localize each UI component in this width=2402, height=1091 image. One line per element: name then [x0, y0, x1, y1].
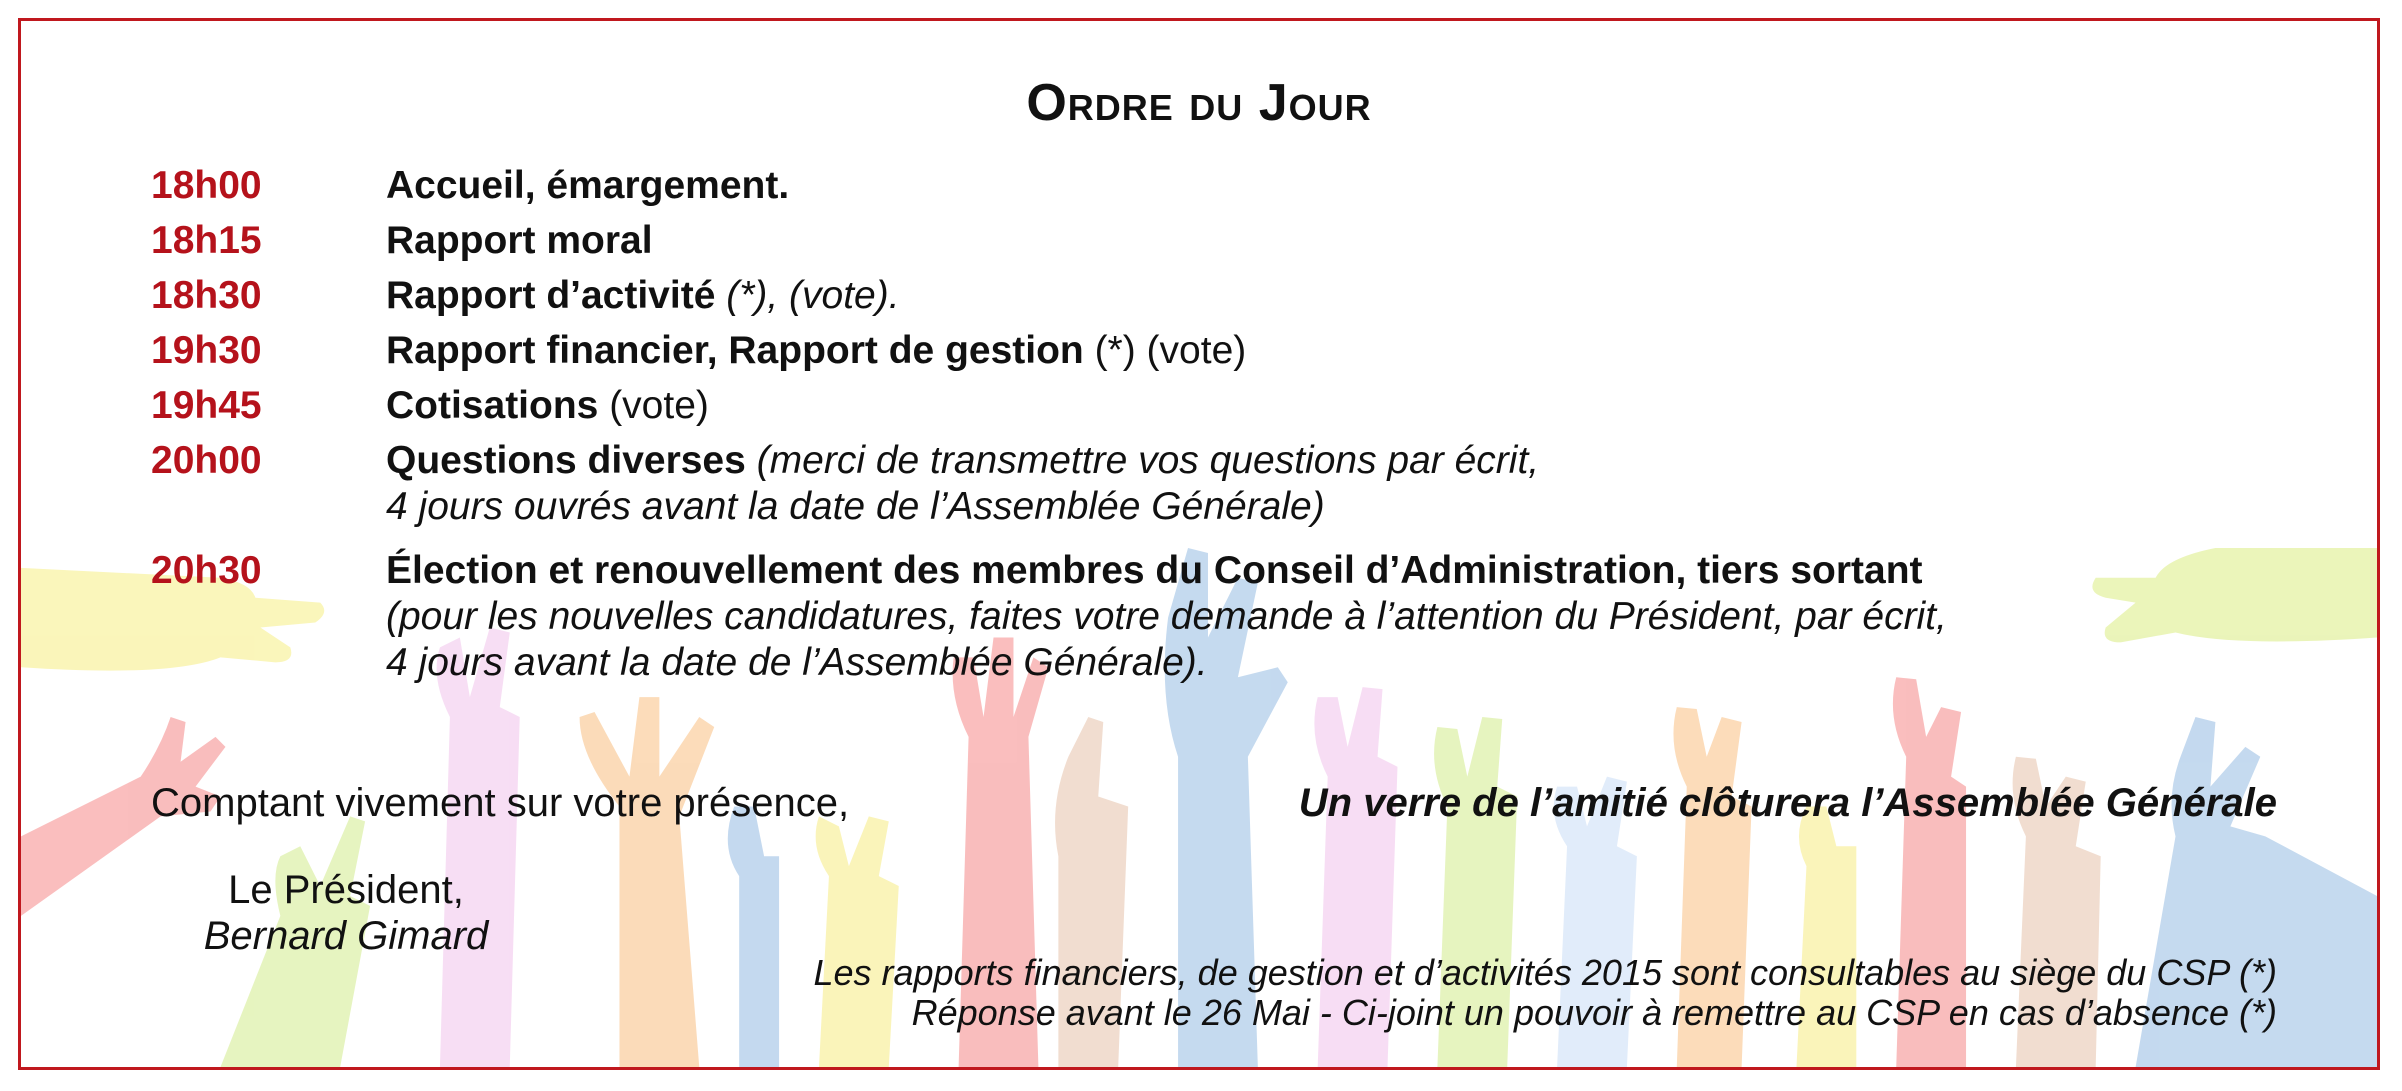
agenda-time: 19h45	[151, 384, 262, 427]
agenda-list	[151, 163, 2301, 695]
agenda-time: 18h30	[151, 274, 262, 317]
footer-notes	[813, 953, 2277, 1033]
agenda-title: Accueil, émargement.	[386, 164, 790, 207]
agenda-title: Rapport financier, Rapport de gestion	[386, 329, 1084, 372]
agenda-time: 18h00	[151, 164, 262, 207]
agenda-item	[151, 328, 2301, 374]
agenda-time: 19h30	[151, 329, 262, 372]
footer-note: Réponse avant le 26 Mai - Ci-joint un pouvoir à remettre au CSP en cas d’absence (*)	[911, 992, 2277, 1033]
agenda-item	[151, 438, 2301, 530]
president-role: Le Président,	[228, 868, 464, 912]
agenda-title: Rapport moral	[386, 219, 653, 262]
agenda-extra: (vote)	[598, 384, 709, 427]
agenda-title: Questions diverses	[386, 439, 746, 482]
signature-block	[181, 867, 511, 959]
agenda-time: 20h30	[151, 549, 262, 592]
agenda-title: Rapport d’activité	[386, 274, 716, 317]
agenda-item	[151, 163, 2301, 209]
agenda-note: (pour les nouvelles candidatures, faites votre demande à l’attention du Président, par écrit,	[386, 595, 1947, 638]
agenda-extra: (*) (vote)	[1083, 329, 1247, 372]
agenda-title: Élection et renouvellement des membres du Conseil d’Administration, tiers sortant	[386, 549, 1923, 592]
agenda-note: 4 jours ouvrés avant la date de l’Assemblée Générale)	[386, 485, 1325, 528]
closing-text: Comptant vivement sur votre présence,	[151, 781, 850, 825]
president-name: Bernard Gimard	[203, 914, 489, 958]
agenda-item	[151, 383, 2301, 429]
agenda-item	[151, 548, 2301, 686]
document-frame	[18, 18, 2380, 1070]
agenda-item	[151, 273, 2301, 319]
reception-note: Un verre de l’amitié clôturera l’Assemblée Générale	[1298, 781, 2277, 825]
agenda-extra: (*), (vote).	[715, 274, 900, 317]
page-title: Ordre du Jour	[1026, 74, 1372, 132]
footer-note: Les rapports financiers, de gestion et d’activités 2015 sont consultables au siège du CSP (*)	[813, 952, 2277, 993]
agenda-note: 4 jours avant la date de l’Assemblée Générale).	[386, 641, 1208, 684]
agenda-time: 18h15	[151, 219, 262, 262]
agenda-time: 20h00	[151, 439, 262, 482]
agenda-item	[151, 218, 2301, 264]
agenda-extra: (merci de transmettre vos questions par écrit,	[745, 439, 1540, 482]
agenda-title: Cotisations	[386, 384, 599, 427]
